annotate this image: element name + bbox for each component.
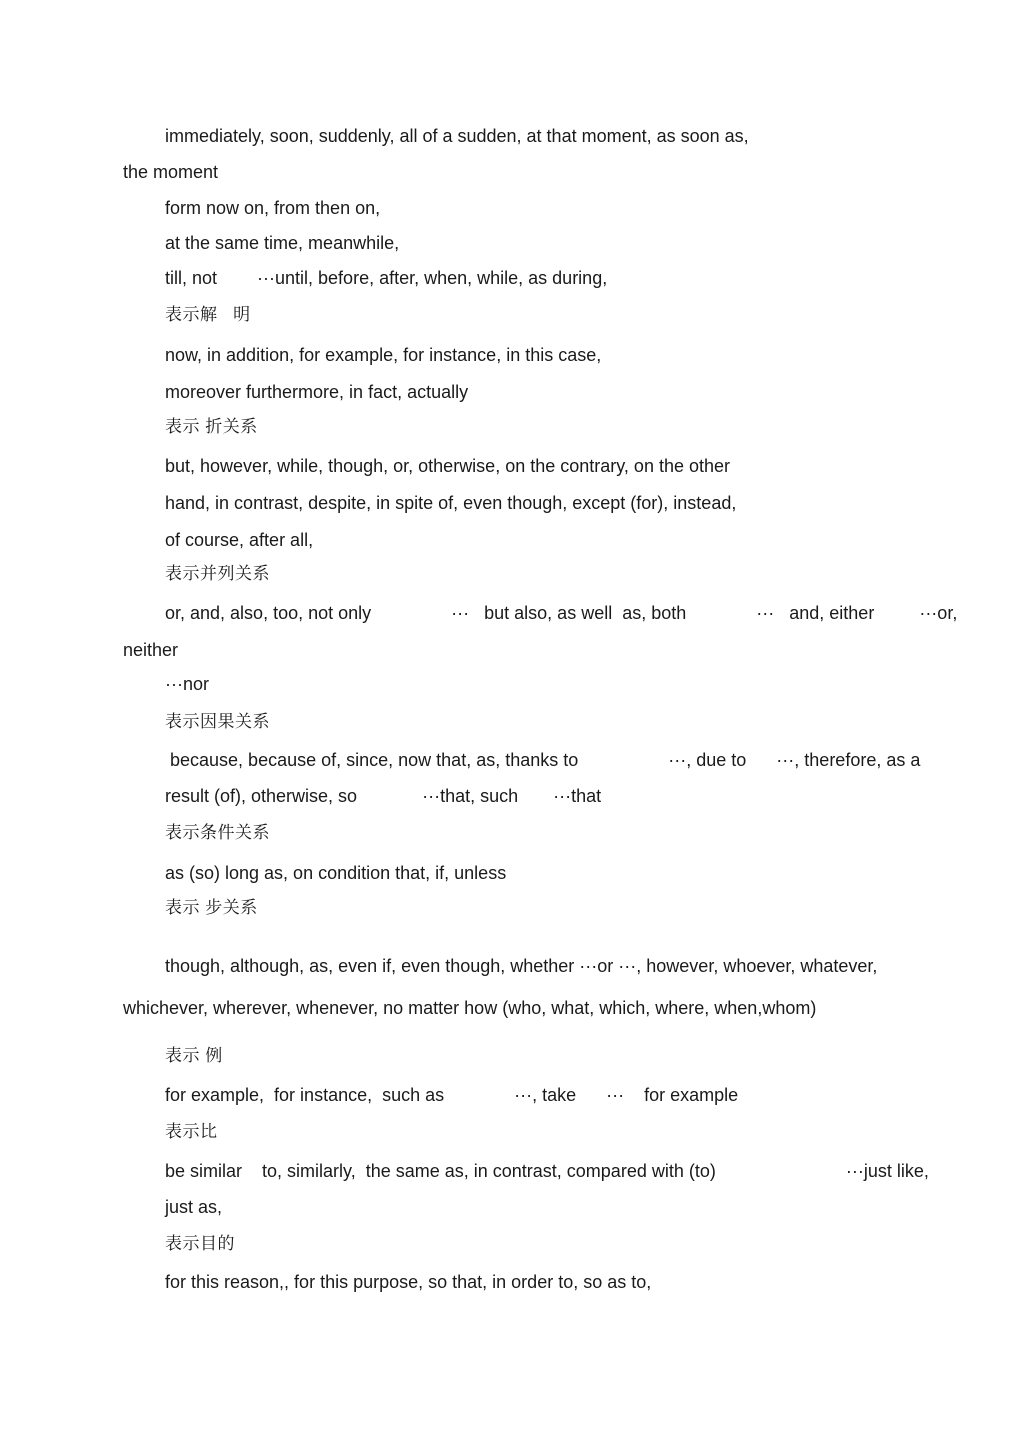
text-line: be similar to, similarly, the same as, in contrast, compared with (to) ···just like, [165,1161,929,1181]
text-line: result (of), otherwise, so ···that, such ···that [165,786,602,806]
text-line: whichever, wherever, whenever, no matter how (who, what, which, where, when,whom) [123,998,817,1018]
section-heading: 表示条件关系 [165,823,270,842]
text-line: though, although, as, even if, even though, whether ···or ···, however, whoever, whatever, [165,956,878,976]
text-line: form now on, from then on, [165,198,381,218]
text-line: but, however, while, though, or, otherwise, on the contrary, on the other [165,456,731,476]
text-line: because, because of, since, now that, as, thanks to ···, due to ···, therefore, as a [165,750,921,770]
text-line: or, and, also, too, not only ··· but also, as well as, both ··· and, either ···or, [165,603,958,623]
text-line: moreover furthermore, in fact, actually [165,382,469,402]
section-heading: 表示 例 [165,1046,223,1065]
text-line: of course, after all, [165,530,314,550]
text-line: at the same time, meanwhile, [165,233,400,253]
section-heading: 表示并列关系 [165,564,270,583]
text-line: now, in addition, for example, for instance, in this case, [165,345,602,365]
text-line: immediately, soon, suddenly, all of a sudden, at that moment, as soon as, [165,126,749,146]
section-heading: 表示比 [165,1122,218,1141]
section-heading: 表示目的 [165,1234,235,1253]
text-line: neither [123,640,179,660]
text-line: just as, [165,1197,223,1217]
text-line: as (so) long as, on condition that, if, unless [165,863,507,883]
text-line: till, not ···until, before, after, when, while, as during, [165,268,608,288]
text-line: for example, for instance, such as ···, take ··· for example [165,1085,739,1105]
text-line: ···nor [165,674,209,694]
text-line: the moment [123,162,219,182]
section-heading: 表示 步关系 [165,898,258,917]
section-heading: 表示解 明 [165,305,251,324]
text-line: for this reason,, for this purpose, so that, in order to, so as to, [165,1272,652,1292]
text-line: hand, in contrast, despite, in spite of, even though, except (for), instead, [165,493,737,513]
section-heading: 表示 折关系 [165,417,258,436]
section-heading: 表示因果关系 [165,712,270,731]
